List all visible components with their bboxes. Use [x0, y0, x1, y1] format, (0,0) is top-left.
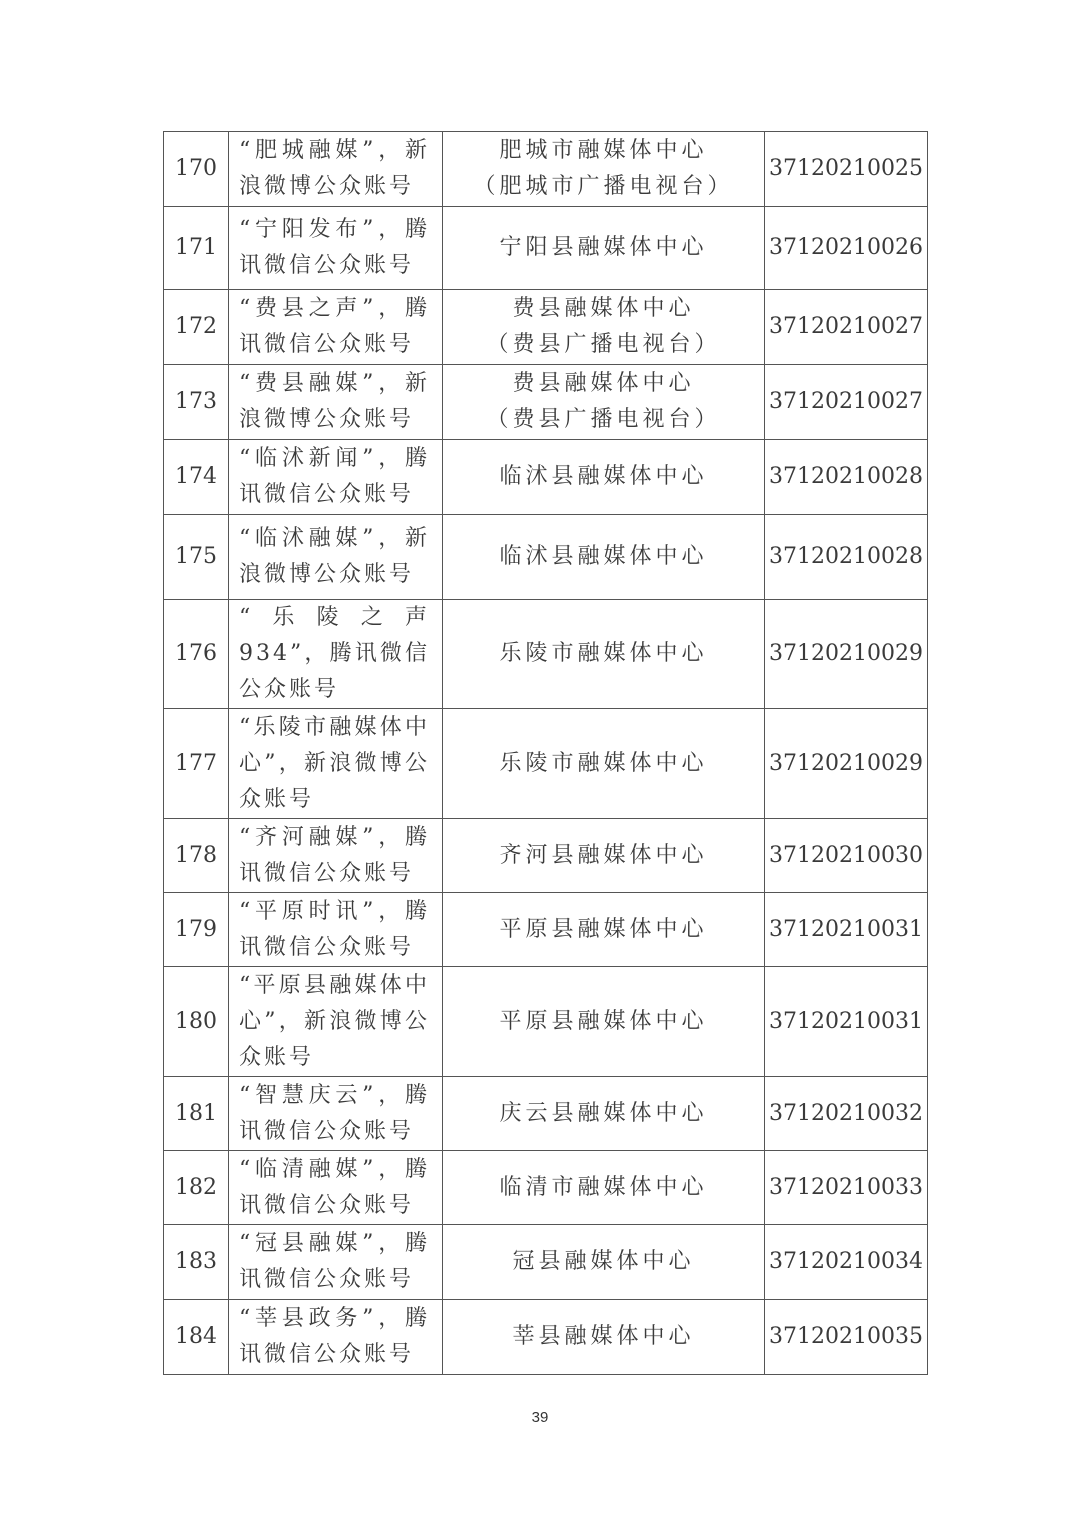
organization-line: （肥城市广播电视台） [473, 174, 734, 199]
organization-line: 乐陵市融媒体中心 [499, 641, 708, 666]
organization-line: （费县广播电视台） [486, 332, 721, 357]
table-row [164, 893, 928, 967]
registration-code: 37120210030 [765, 819, 928, 893]
account-name: “智慧庆云”，腾讯微信公众账号 [229, 1077, 443, 1151]
row-number: 172 [164, 290, 229, 365]
table-body [164, 132, 928, 1375]
table-row [164, 365, 928, 440]
table-row [164, 440, 928, 515]
row-number: 177 [164, 709, 229, 819]
registration-code: 37120210026 [765, 207, 928, 290]
organization [443, 132, 765, 207]
row-number: 181 [164, 1077, 229, 1151]
account-name: “莘县政务”，腾讯微信公众账号 [229, 1300, 443, 1375]
row-number: 174 [164, 440, 229, 515]
account-name: “平原时讯”，腾讯微信公众账号 [229, 893, 443, 967]
organization [443, 967, 765, 1077]
account-name: “临沭融媒”，新浪微博公众账号 [229, 515, 443, 600]
row-number: 182 [164, 1151, 229, 1225]
organization-line: 齐河县融媒体中心 [499, 842, 708, 868]
table-row [164, 1151, 928, 1225]
row-number: 173 [164, 365, 229, 440]
organization [443, 365, 765, 440]
organization [443, 1300, 765, 1375]
table-row [164, 1077, 928, 1151]
row-number: 183 [164, 1225, 229, 1300]
account-name: “临清融媒”，腾讯微信公众账号 [229, 1151, 443, 1225]
registration-code: 37120210034 [765, 1225, 928, 1300]
registration-code: 37120210028 [765, 515, 928, 600]
table-row [164, 515, 928, 600]
organization [443, 515, 765, 600]
registration-code: 37120210029 [765, 600, 928, 709]
organization-line: 费县融媒体中心 [512, 371, 695, 396]
table-row [164, 1300, 928, 1375]
table-row [164, 819, 928, 893]
account-name: “费县融媒”，新浪微博公众账号 [229, 365, 443, 440]
organization [443, 893, 765, 967]
registration-code: 37120210027 [765, 290, 928, 365]
organization [443, 207, 765, 290]
table-row [164, 1225, 928, 1300]
registration-code: 37120210025 [765, 132, 928, 207]
organization-line: 临沭县融媒体中心 [499, 544, 708, 569]
row-number: 176 [164, 600, 229, 709]
row-number: 180 [164, 967, 229, 1077]
table-row [164, 967, 928, 1077]
organization-line: 庆云县融媒体中心 [499, 1100, 708, 1126]
table-row [164, 132, 928, 207]
organization [443, 1151, 765, 1225]
organization [443, 1077, 765, 1151]
registration-code: 37120210032 [765, 1077, 928, 1151]
organization-line: 临清市融媒体中心 [499, 1174, 708, 1200]
table-row [164, 709, 928, 819]
account-name: “齐河融媒”，腾讯微信公众账号 [229, 819, 443, 893]
account-name: “乐陵市融媒体中心”，新浪微博公众账号 [229, 709, 443, 819]
row-number: 175 [164, 515, 229, 600]
organization-line: 临沭县融媒体中心 [499, 464, 708, 489]
organization [443, 1225, 765, 1300]
organization-line: 莘县融媒体中心 [512, 1324, 695, 1349]
organization-line: 平原县融媒体中心 [499, 1008, 708, 1034]
account-name: “肥城融媒”，新浪微博公众账号 [229, 132, 443, 207]
organization-line: 乐陵市融媒体中心 [499, 750, 708, 776]
organization-line: 宁阳县融媒体中心 [499, 235, 708, 260]
organization [443, 600, 765, 709]
organization-line: 费县融媒体中心 [512, 296, 695, 321]
page-number: 39 [531, 1409, 549, 1426]
registration-code: 37120210031 [765, 967, 928, 1077]
row-number: 171 [164, 207, 229, 290]
table-row [164, 290, 928, 365]
row-number: 179 [164, 893, 229, 967]
registration-code: 37120210031 [765, 893, 928, 967]
account-name: “宁阳发布”，腾讯微信公众账号 [229, 207, 443, 290]
row-number: 184 [164, 1300, 229, 1375]
organization-line: （费县广播电视台） [486, 407, 721, 432]
registration-table [163, 131, 928, 1375]
account-name: “费县之声”，腾讯微信公众账号 [229, 290, 443, 365]
account-name: “平原县融媒体中心”，新浪微博公众账号 [229, 967, 443, 1077]
account-name: “临沭新闻”，腾讯微信公众账号 [229, 440, 443, 515]
account-name: “冠县融媒”，腾讯微信公众账号 [229, 1225, 443, 1300]
registration-code: 37120210027 [765, 365, 928, 440]
organization-line: 平原县融媒体中心 [499, 916, 708, 942]
organization [443, 290, 765, 365]
organization-line: 肥城市融媒体中心 [499, 138, 708, 163]
registration-code: 37120210029 [765, 709, 928, 819]
organization [443, 709, 765, 819]
organization-line: 冠县融媒体中心 [512, 1249, 695, 1274]
account-name: “乐陵之声934”，腾讯微信公众账号 [229, 600, 443, 709]
organization [443, 819, 765, 893]
organization [443, 440, 765, 515]
registration-code: 37120210033 [765, 1151, 928, 1225]
row-number: 170 [164, 132, 229, 207]
registration-code: 37120210035 [765, 1300, 928, 1375]
row-number: 178 [164, 819, 229, 893]
table-row [164, 600, 928, 709]
registration-code: 37120210028 [765, 440, 928, 515]
table-row [164, 207, 928, 290]
